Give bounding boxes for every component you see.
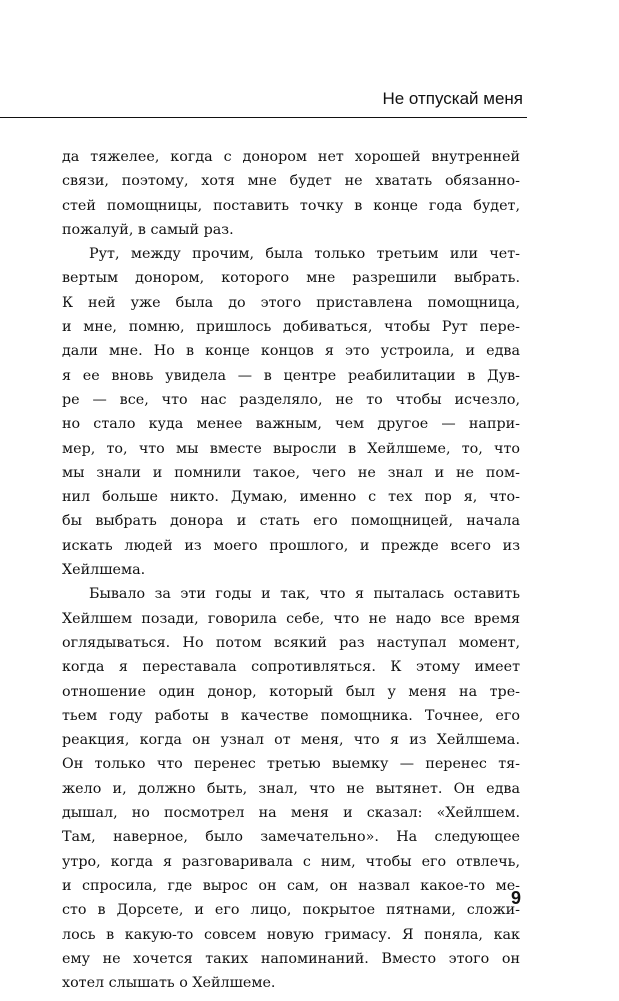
text-line: да тяжелее, когда с донором нет хорошей внутренней — [62, 149, 520, 165]
text-line: и спросила, где вырос он сам, он назвал какое-то ме- — [62, 877, 520, 894]
paragraph — [62, 242, 520, 582]
text-line: хотел слышать о Хейлшеме. — [62, 975, 276, 992]
running-head: Не отпускай меня — [382, 89, 523, 108]
text-line: тьем году работы в качестве помощника. Точнее, его — [62, 707, 520, 724]
text-line: сто в Дорсете, и его лицо, покрытое пятнами, сложи- — [62, 902, 520, 919]
text-line: но стало куда менее важным, чем другое — напри- — [62, 416, 520, 433]
text-line: искать людей из моего прошлого, и прежде всего из — [62, 537, 520, 554]
text-line: стей помощницы, поставить точку в конце года будет, — [62, 197, 520, 214]
text-line: мер, то, что мы вместе выросли в Хейлшеме, то, что — [62, 440, 520, 457]
text-line: реакция, когда он узнал от меня, что я из Хейлшема. — [62, 732, 520, 749]
text-line: Хейлшема. — [62, 562, 146, 579]
text-line: дали мне. Но в конце концов я это устроила, и едва — [62, 343, 520, 360]
text-line: я ее вновь увидела — в центре реабилитации в Дув- — [62, 367, 520, 384]
text-line: лось в какую-то совсем новую гримасу. Я поняла, как — [62, 926, 520, 943]
text-line: К ней уже была до этого приставлена помощница, — [62, 294, 520, 311]
paragraph — [62, 582, 520, 995]
text-line: жело и, должно быть, знал, что не вытянет. Он едва — [62, 780, 520, 797]
text-line: бы выбрать донора и стать его помощницей, начала — [62, 513, 520, 530]
text-line: ему не хочется таких напоминаний. Вместо этого он — [62, 950, 520, 967]
text-line: дышал, но посмотрел на меня и сказал: «Хейлшем. — [62, 805, 520, 822]
text-line: Там, наверное, было замечательно». На следующее — [62, 829, 520, 846]
page-number: 9 — [511, 888, 522, 908]
text-line: Бывало за эти годы и так, что я пыталась оставить — [89, 586, 520, 603]
text-line: отношение один донор, который был у меня на тре- — [62, 683, 520, 700]
text-line: мы знали и помнили такое, чего не знал и не пом- — [62, 464, 520, 481]
text-line: Хейлшем позади, говорила себе, что не надо все время — [62, 610, 520, 627]
text-line: когда я переставала сопротивляться. К этому имеет — [62, 659, 520, 676]
text-line: Он только что перенес третью выемку — перенес тя- — [62, 756, 520, 773]
text-line: нил больше никто. Думаю, именно с тех пор я, что- — [62, 489, 520, 506]
body-text — [62, 145, 520, 995]
text-line: утро, когда я разговаривала с ним, чтобы его отвлечь, — [62, 853, 520, 870]
text-line: и мне, помню, пришлось добиваться, чтобы Рут пере- — [62, 319, 520, 336]
paragraph — [62, 145, 520, 242]
text-line: оглядываться. Но потом всякий раз наступал момент, — [62, 634, 520, 651]
text-line: ре — все, что нас разделяло, не то чтобы исчезло, — [62, 391, 520, 408]
header-rule — [0, 117, 527, 118]
text-line: пожалуй, в самый раз. — [62, 221, 234, 238]
text-line: Рут, между прочим, была только третьим или чет- — [89, 246, 520, 263]
text-line: вертым донором, которого мне разрешили выбрать. — [62, 270, 520, 287]
text-line: связи, поэтому, хотя мне будет не хватать обязанно- — [62, 173, 520, 190]
